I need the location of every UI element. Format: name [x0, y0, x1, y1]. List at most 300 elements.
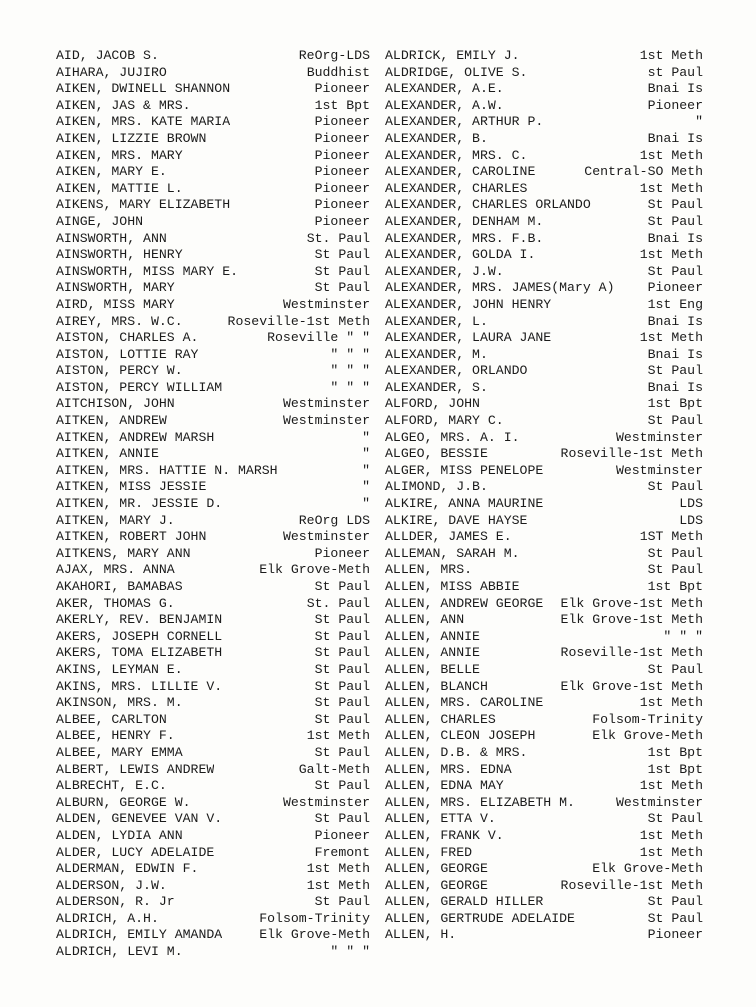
entry-church: Bnai Is [647, 230, 703, 246]
entry-name: AITCHISON, JOHN [56, 396, 175, 412]
directory-entry [56, 81, 370, 98]
entry-name: ALDRICH, LEVI M. [56, 944, 183, 960]
entry-church: Buddhist [306, 64, 370, 80]
entry-name: ALEXANDER, ARTHUR P. [385, 114, 544, 130]
entry-name: ALKIRE, DAVE HAYSE [385, 512, 528, 528]
entry-name: ALEXANDER, CHARLES ORLANDO [385, 197, 591, 213]
directory-entry [385, 629, 703, 646]
directory-entry [385, 828, 703, 845]
directory-entry [385, 264, 703, 281]
directory-entry [385, 645, 703, 662]
entry-church: St Paul [314, 811, 370, 827]
directory-entry [385, 612, 703, 629]
entry-name: AIKENS, MARY ELIZABETH [56, 197, 231, 213]
directory-entry [56, 496, 370, 513]
entry-church: St Paul [314, 612, 370, 628]
entry-name: AISTON, PERCY WILLIAM [56, 379, 223, 395]
entry-church: 1st Bpt [647, 396, 703, 412]
entry-name: ALBRECHT, E.C. [56, 778, 167, 794]
directory-entry [385, 363, 703, 380]
entry-name: ALFORD, MARY C. [385, 413, 504, 429]
entry-church: St Paul [314, 661, 370, 677]
entry-church: St Paul [314, 579, 370, 594]
directory-entry [385, 131, 703, 148]
directory-entry [56, 164, 370, 181]
entry-name: ALEXANDER, CAROLINE [385, 164, 536, 180]
entry-church: Elk Grove-Meth [592, 728, 703, 744]
entry-church: " " " [330, 346, 370, 362]
directory-entry [385, 562, 703, 579]
directory-entry [56, 48, 370, 65]
directory-entry [56, 98, 370, 115]
entry-name: AKERS, JOSEPH CORNELL [56, 628, 223, 644]
entry-church: Elk Grove-Meth [592, 861, 703, 877]
entry-church: 1st Bpt [314, 97, 370, 113]
entry-church: St Paul [314, 247, 370, 263]
entry-church: St Paul [314, 628, 370, 644]
directory-entry [56, 845, 370, 862]
entry-name: AIKEN, MRS. MARY [56, 147, 183, 163]
entry-church: Roseville-1st Meth [560, 645, 703, 661]
entry-church: Pioneer [314, 197, 370, 213]
directory-entry [385, 65, 703, 82]
entry-name: ALLEN, MISS ABBIE [385, 579, 520, 594]
directory-entry [385, 314, 703, 331]
directory-entry [56, 114, 370, 131]
entry-church: Galt-Meth [298, 761, 370, 777]
entry-name: AISTON, PERCY W. [56, 363, 183, 379]
directory-entry [385, 529, 703, 546]
entry-name: AJAX, MRS. ANNA [56, 562, 175, 578]
entry-name: AIKEN, MATTIE L. [56, 180, 183, 196]
entry-name: ALGEO, MRS. A. I. [385, 429, 520, 445]
directory-entry [56, 197, 370, 214]
entry-church: Pioneer [314, 147, 370, 163]
entry-name: AINSWORTH, MISS MARY E. [56, 263, 239, 279]
directory-entry [56, 778, 370, 795]
entry-name: AKINSON, MRS. M. [56, 695, 183, 711]
entry-name: ALLEN, CHARLES [385, 711, 496, 727]
entry-name: ALBURN, GEORGE W. [56, 794, 191, 810]
entry-church: St Paul [647, 661, 703, 677]
directory-entry [385, 712, 703, 729]
directory-entry [385, 762, 703, 779]
directory-entry [56, 679, 370, 696]
entry-church: Bnai Is [647, 346, 703, 362]
directory-entry [56, 546, 370, 563]
entry-church: " [362, 446, 370, 462]
entry-name: ALDEN, GENEVEE VAN V. [56, 811, 223, 827]
entry-church: St Paul [647, 894, 703, 910]
entry-name: ALLEN, GEORGE [385, 877, 488, 893]
directory-entry [385, 231, 703, 248]
entry-name: AITKEN, ANDREW MARSH [56, 429, 215, 445]
directory-entry [56, 861, 370, 878]
entry-church: " " " [663, 628, 703, 644]
entry-name: AITKEN, ANDREW [56, 413, 167, 429]
directory-entry [56, 629, 370, 646]
entry-name: AKER, THOMAS G. [56, 595, 175, 611]
directory-entry [56, 927, 370, 944]
directory-entry [56, 695, 370, 712]
entry-church: Folsom-Trinity [259, 910, 370, 926]
entry-church: 1st Meth [639, 778, 703, 794]
directory-entry [385, 197, 703, 214]
directory-entry [56, 396, 370, 413]
entry-name: AINSWORTH, ANN [56, 230, 167, 246]
directory-entry [385, 546, 703, 563]
entry-church: Pioneer [314, 827, 370, 843]
directory-entry [385, 927, 703, 944]
directory-entry [385, 48, 703, 65]
directory-entry [385, 430, 703, 447]
entry-name: ALGER, MISS PENELOPE [385, 462, 544, 478]
entry-church: ReOrg LDS [298, 512, 370, 528]
entry-name: AITKEN, MISS JESSIE [56, 479, 207, 495]
entry-name: ALLEN, ANDREW GEORGE [385, 595, 544, 611]
entry-church: " [362, 479, 370, 495]
entry-church: St Paul [314, 645, 370, 661]
directory-entry [385, 413, 703, 430]
entry-name: AINSWORTH, MARY [56, 280, 175, 296]
entry-name: ALEXANDER, ORLANDO [385, 363, 528, 379]
entry-church: Pioneer [647, 927, 703, 943]
entry-name: ALDRIDGE, OLIVE S. [385, 64, 528, 80]
entry-church: Elk Grove-Meth [259, 562, 370, 578]
entry-name: ALDRICK, EMILY J. [385, 48, 520, 63]
entry-church: ReOrg-LDS [298, 48, 370, 63]
entry-church: St Paul [314, 778, 370, 794]
entry-name: AITKEN, ANNIE [56, 446, 159, 462]
entry-church: Elk Grove-1st Meth [560, 678, 703, 694]
entry-name: ALGEO, BESSIE [385, 446, 488, 462]
entry-name: AINGE, JOHN [56, 213, 144, 229]
entry-church: St Paul [314, 894, 370, 910]
directory-entry [56, 762, 370, 779]
entry-church: Pioneer [314, 130, 370, 146]
entry-church: 1st Meth [639, 330, 703, 346]
entry-church: St Paul [314, 678, 370, 694]
directory-entry [385, 479, 703, 496]
directory-entry [385, 878, 703, 895]
entry-name: ALLEN, MRS. CAROLINE [385, 695, 544, 711]
directory-entry [56, 828, 370, 845]
entry-church: Pioneer [647, 97, 703, 113]
entry-name: ALEXANDER, MRS. C. [385, 147, 528, 163]
directory-entry [385, 297, 703, 314]
entry-church: Central-SO Meth [584, 164, 703, 180]
entry-church: Westminster [615, 794, 703, 810]
entry-church: " [695, 114, 703, 130]
entry-church: St Paul [647, 910, 703, 926]
entry-church: Roseville " " [267, 330, 370, 346]
directory-entry [385, 596, 703, 613]
entry-name: ALLEN, FRANK V. [385, 827, 504, 843]
entry-name: AIHARA, JUJIRO [56, 64, 167, 80]
entry-church: 1ST Meth [639, 529, 703, 545]
entry-church: Westminster [282, 413, 370, 429]
entry-name: AIKEN, JAS & MRS. [56, 97, 191, 113]
directory-entry [385, 496, 703, 513]
entry-church: St Paul [647, 811, 703, 827]
directory-entry [56, 728, 370, 745]
entry-name: ALEXANDER, S. [385, 379, 488, 395]
entry-name: ALEXANDER, M. [385, 346, 488, 362]
entry-church: 1st Meth [639, 48, 703, 63]
entry-name: ALBERT, LEWIS ANDREW [56, 761, 215, 777]
entry-church: 1st Meth [306, 728, 370, 744]
entry-church: St Paul [647, 213, 703, 229]
directory-entry [56, 214, 370, 231]
directory-entry [56, 944, 370, 961]
entry-church: St Paul [314, 280, 370, 296]
entry-church: Elk Grove-Meth [259, 927, 370, 943]
entry-church: Folsom-Trinity [592, 711, 703, 727]
entry-church: Bnai Is [647, 81, 703, 97]
directory-entry [56, 247, 370, 264]
entry-church: " [362, 496, 370, 512]
entry-name: ALLEN, ETTA V. [385, 811, 496, 827]
entry-name: ALLEMAN, SARAH M. [385, 545, 520, 561]
entry-name: ALLEN, MRS. EDNA [385, 761, 512, 777]
entry-church: 1st Eng [647, 296, 703, 312]
directory-entry [385, 811, 703, 828]
entry-church: St Paul [647, 197, 703, 213]
entry-name: ALEXANDER, GOLDA I. [385, 247, 536, 263]
directory-entry [385, 330, 703, 347]
entry-name: ALBEE, MARY EMMA [56, 744, 183, 760]
entry-church: Roseville-1st Meth [227, 313, 370, 329]
directory-entry [56, 65, 370, 82]
directory-entry [385, 396, 703, 413]
entry-name: ALEXANDER, A.W. [385, 97, 504, 113]
entry-name: ALLEN, ANNIE [385, 628, 480, 644]
entry-name: ALLEN, EDNA MAY [385, 778, 504, 794]
entry-church: 1st Bpt [647, 579, 703, 594]
entry-name: ALDEN, LYDIA ANN [56, 827, 183, 843]
directory-entry [385, 463, 703, 480]
entry-church: Westminster [615, 429, 703, 445]
entry-church: St. Paul [306, 595, 370, 611]
directory-entry [56, 264, 370, 281]
directory-entry [56, 596, 370, 613]
directory-entry [56, 430, 370, 447]
entry-church: Elk Grove-1st Meth [560, 595, 703, 611]
entry-church: Roseville-1st Meth [560, 446, 703, 462]
directory-entry [385, 845, 703, 862]
entry-name: ALEXANDER, CHARLES [385, 180, 528, 196]
entry-name: AIRD, MISS MARY [56, 296, 175, 312]
entry-name: AIREY, MRS. W.C. [56, 313, 183, 329]
directory-entry [385, 247, 703, 264]
entry-name: ALLEN, CLEON JOSEPH [385, 728, 536, 744]
entry-name: ALBEE, HENRY F. [56, 728, 175, 744]
directory-entry [56, 297, 370, 314]
entry-name: ALFORD, JOHN [385, 396, 480, 412]
entry-church: Westminster [282, 296, 370, 312]
entry-name: ALKIRE, ANNA MAURINE [385, 496, 544, 512]
entry-name: ALEXANDER, J.W. [385, 263, 504, 279]
entry-name: ALLEN, GERALD HILLER [385, 894, 544, 910]
directory-entry [56, 231, 370, 248]
entry-church: " " " [330, 944, 370, 960]
directory-entry [56, 562, 370, 579]
entry-church: St Paul [647, 413, 703, 429]
directory-entry [56, 712, 370, 729]
entry-name: AITKEN, MR. JESSIE D. [56, 496, 223, 512]
entry-name: ALLEN, BELLE [385, 661, 480, 677]
entry-name: ALLEN, BLANCH [385, 678, 488, 694]
directory-entry [385, 894, 703, 911]
entry-name: ALLEN, GERTRUDE ADELAIDE [385, 910, 575, 926]
entry-name: ALLEN, ANNIE [385, 645, 480, 661]
entry-church: Pioneer [314, 164, 370, 180]
directory-entry [56, 413, 370, 430]
directory-entry [56, 795, 370, 812]
directory-entry [56, 612, 370, 629]
entry-name: ALDRICH, A.H. [56, 910, 159, 926]
right-column [385, 48, 703, 944]
entry-church: Pioneer [314, 180, 370, 196]
entry-church: St Paul [647, 363, 703, 379]
directory-entry [56, 579, 370, 596]
directory-entry [385, 911, 703, 928]
entry-church: Pioneer [314, 81, 370, 97]
entry-church: 1st Meth [639, 827, 703, 843]
directory-entry [56, 380, 370, 397]
directory-entry [385, 280, 703, 297]
directory-entry [385, 579, 703, 596]
entry-church: Westminster [282, 794, 370, 810]
entry-church: 1st Bpt [647, 744, 703, 760]
entry-name: AIKEN, LIZZIE BROWN [56, 130, 207, 146]
entry-name: ALEXANDER, LAURA JANE [385, 330, 552, 346]
directory-entry [56, 314, 370, 331]
entry-name: AKERLY, REV. BENJAMIN [56, 612, 223, 628]
entry-name: ALIMOND, J.B. [385, 479, 488, 495]
entry-name: AISTON, CHARLES A. [56, 330, 199, 346]
entry-name: ALEXANDER, MRS. F.B. [385, 230, 544, 246]
entry-church: Pioneer [314, 114, 370, 130]
entry-church: St Paul [647, 562, 703, 578]
directory-entry [385, 164, 703, 181]
entry-church: St Paul [314, 695, 370, 711]
entry-name: ALEXANDER, A.E. [385, 81, 504, 97]
entry-name: ALEXANDER, L. [385, 313, 488, 329]
entry-name: ALLDER, JAMES E. [385, 529, 512, 545]
entry-church: st Paul [647, 64, 703, 80]
entry-name: AITKEN, MRS. HATTIE N. MARSH [56, 462, 278, 478]
entry-name: AISTON, LOTTIE RAY [56, 346, 199, 362]
directory-entry [56, 662, 370, 679]
entry-name: ALLEN, H. [385, 927, 457, 943]
entry-church: Bnai Is [647, 130, 703, 146]
entry-church: Westminster [282, 529, 370, 545]
entry-church: St Paul [647, 545, 703, 561]
entry-name: AKAHORI, BAMABAS [56, 579, 183, 594]
entry-name: ALDERSON, J.W. [56, 877, 167, 893]
directory-entry [56, 330, 370, 347]
directory-entry [56, 446, 370, 463]
directory-entry [385, 81, 703, 98]
entry-church: 1st Meth [639, 247, 703, 263]
entry-name: ALLEN, MRS. ELIZABETH M. [385, 794, 575, 810]
directory-entry [56, 363, 370, 380]
entry-name: ALDERSON, R. Jr [56, 894, 175, 910]
entry-church: St Paul [314, 263, 370, 279]
entry-church: St Paul [314, 711, 370, 727]
entry-name: ALEXANDER, JOHN HENRY [385, 296, 552, 312]
entry-church: " [362, 429, 370, 445]
directory-entry [385, 98, 703, 115]
directory-entry [385, 745, 703, 762]
directory-entry [56, 479, 370, 496]
directory-entry [385, 446, 703, 463]
entry-name: ALEXANDER, B. [385, 130, 488, 146]
entry-name: ALDRICH, EMILY AMANDA [56, 927, 223, 943]
entry-church: Pioneer [314, 213, 370, 229]
entry-name: AITKEN, MARY J. [56, 512, 175, 528]
entry-name: AIKEN, MRS. KATE MARIA [56, 114, 231, 130]
entry-church: St Paul [314, 744, 370, 760]
entry-church: " [362, 462, 370, 478]
directory-entry [385, 114, 703, 131]
directory-entry [385, 214, 703, 231]
entry-church: St Paul [647, 479, 703, 495]
directory-entry [385, 695, 703, 712]
directory-entry [385, 181, 703, 198]
entry-church: Bnai Is [647, 379, 703, 395]
directory-entry [56, 131, 370, 148]
entry-name: AKINS, LEYMAN E. [56, 661, 183, 677]
entry-name: ALEXANDER, MRS. JAMES(Mary A) [385, 280, 615, 296]
entry-name: AIKEN, MARY E. [56, 164, 167, 180]
entry-church: Bnai Is [647, 313, 703, 329]
entry-church: Westminster [615, 462, 703, 478]
entry-church: 1st Meth [306, 861, 370, 877]
entry-name: ALLEN, GEORGE [385, 861, 488, 877]
entry-church: 1st Meth [306, 877, 370, 893]
entry-church: Fremont [314, 844, 370, 860]
entry-church: St. Paul [306, 230, 370, 246]
directory-entry [385, 861, 703, 878]
entry-name: ALLEN, D.B. & MRS. [385, 744, 528, 760]
entry-church: 1st Meth [639, 844, 703, 860]
entry-name: ALDERMAN, EDWIN F. [56, 861, 199, 877]
directory-entry [385, 778, 703, 795]
directory-entry [56, 181, 370, 198]
entry-name: ALLEN, ANN [385, 612, 465, 628]
entry-name: AITKENS, MARY ANN [56, 545, 191, 561]
entry-name: AKERS, TOMA ELIZABETH [56, 645, 223, 661]
directory-entry [56, 645, 370, 662]
directory-entry [56, 513, 370, 530]
directory-entry [56, 529, 370, 546]
directory-entry [385, 728, 703, 745]
entry-church: St Paul [647, 263, 703, 279]
directory-entry [385, 513, 703, 530]
directory-entry [56, 894, 370, 911]
directory-entry [56, 280, 370, 297]
directory-entry [56, 811, 370, 828]
entry-church: 1st Meth [639, 180, 703, 196]
left-column [56, 48, 370, 961]
entry-church: Westminster [282, 396, 370, 412]
entry-name: ALDER, LUCY ADELAIDE [56, 844, 215, 860]
entry-name: ALLEN, MRS. [385, 562, 473, 578]
directory-entry [385, 679, 703, 696]
directory-entry [56, 878, 370, 895]
